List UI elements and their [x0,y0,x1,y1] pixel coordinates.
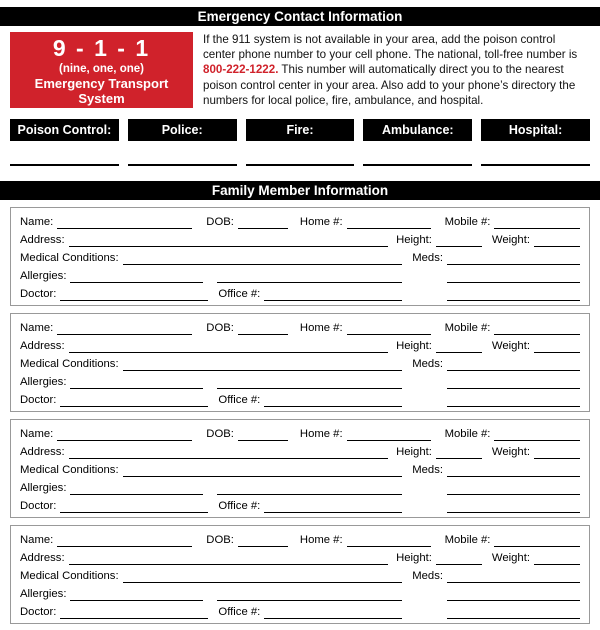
fill-line-dob[interactable] [238,228,288,229]
contact-label-hospital: Hospital: [481,119,590,141]
member-row-medical [20,459,580,477]
field-label-weight: Weight: [491,234,530,247]
family-section-title: Family Member Information [0,181,600,200]
fill-line-allergies-continued[interactable] [217,388,402,389]
fill-line-meds[interactable] [447,582,580,583]
fill-line-address[interactable] [69,246,389,247]
member-row-allergies [20,265,580,283]
fill-line-dob[interactable] [238,440,288,441]
field-label-office-phone: Office #: [218,394,261,407]
fill-line-hospital[interactable] [481,141,590,166]
field-label-mobile-phone: Mobile #: [444,534,491,547]
fill-line-mobile-phone[interactable] [494,546,580,547]
fill-line-medical-conditions[interactable] [123,370,403,371]
fill-line-height[interactable] [436,458,482,459]
field-label-weight: Weight: [491,552,530,565]
fill-line-weight[interactable] [534,458,580,459]
field-label-home-phone: Home #: [299,216,343,229]
fill-line-address[interactable] [69,458,389,459]
field-label-mobile-phone: Mobile #: [444,428,491,441]
fill-line-meds-continued[interactable] [447,494,580,495]
member-row-medical [20,247,580,265]
field-label-mobile-phone: Mobile #: [444,216,491,229]
fill-line-office-phone[interactable] [264,406,402,407]
fill-line-home-phone[interactable] [347,334,431,335]
fill-line-meds-continued-2[interactable] [447,512,580,513]
fill-line-poison-control[interactable] [10,141,119,166]
field-label-office-phone: Office #: [218,606,261,619]
fill-line-meds-continued[interactable] [447,600,580,601]
field-label-medical-conditions: Medical Conditions: [20,252,119,265]
field-label-dob: DOB: [206,534,234,547]
field-label-medical-conditions: Medical Conditions: [20,570,119,583]
field-label-address: Address: [20,234,65,247]
fill-line-meds-continued-2[interactable] [447,406,580,407]
field-label-office-phone: Office #: [218,500,261,513]
fill-line-doctor[interactable] [60,406,208,407]
field-label-name: Name: [20,216,54,229]
field-label-home-phone: Home #: [299,428,343,441]
fill-line-meds-continued-2[interactable] [447,618,580,619]
fill-line-medical-conditions[interactable] [123,476,403,477]
member-row-address [20,335,580,353]
field-label-allergies: Allergies: [20,270,67,283]
fill-line-allergies-continued[interactable] [217,494,402,495]
member-row-name [20,317,580,335]
field-label-doctor: Doctor: [20,500,57,513]
field-label-dob: DOB: [206,216,234,229]
instructions-text-after: This number will automatically direct you to the nearest poison control center in your area. Also add to your phone’s directory the numbers for local police, fire, ambulance, and hospital. [203,63,576,107]
fill-line-ambulance[interactable] [363,141,472,166]
field-label-doctor: Doctor: [20,288,57,301]
poison-control-instructions [203,32,590,108]
member-row-address [20,441,580,459]
contact-labels-row [10,119,590,141]
fill-line-police[interactable] [128,141,237,166]
field-label-height: Height: [396,552,432,565]
emergency-number-words: (nine, one, one) [59,62,144,75]
fill-line-office-phone[interactable] [264,512,402,513]
fill-line-medical-conditions[interactable] [123,264,403,265]
emergency-number-caption: Emergency Transport System [34,75,169,106]
fill-line-name[interactable] [57,334,192,335]
fill-line-weight[interactable] [534,246,580,247]
fill-line-home-phone[interactable] [347,440,431,441]
family-members [0,207,600,624]
member-row-name [20,211,580,229]
member-row-name [20,423,580,441]
field-label-allergies: Allergies: [20,482,67,495]
fill-line-name[interactable] [57,440,192,441]
instructions-text-before: If the 911 system is not available in your area, add the poison control center phone number to your cell phone. The national, toll-free number is [203,33,578,62]
fill-line-allergies[interactable] [70,600,203,601]
field-label-name: Name: [20,428,54,441]
member-row-doctor [20,389,580,407]
field-label-height: Height: [396,234,432,247]
member-row-address [20,229,580,247]
fill-line-height[interactable] [436,564,482,565]
fill-line-height[interactable] [436,246,482,247]
fill-line-office-phone[interactable] [264,618,402,619]
fill-line-mobile-phone[interactable] [494,228,580,229]
contact-label-fire: Fire: [246,119,355,141]
field-label-weight: Weight: [491,340,530,353]
family-member-card [10,525,590,624]
fill-line-meds-continued[interactable] [447,282,580,283]
field-label-home-phone: Home #: [299,534,343,547]
emergency-number: 9 - 1 - 1 [52,34,151,61]
field-label-height: Height: [396,340,432,353]
emergency-911-box [10,32,193,108]
field-label-height: Height: [396,446,432,459]
fill-line-doctor[interactable] [60,512,208,513]
fill-line-address[interactable] [69,564,389,565]
field-label-name: Name: [20,534,54,547]
contact-label-ambulance: Ambulance: [363,119,472,141]
contact-label-police: Police: [128,119,237,141]
fill-line-meds[interactable] [447,264,580,265]
member-row-allergies [20,583,580,601]
field-label-medical-conditions: Medical Conditions: [20,464,119,477]
fill-line-meds[interactable] [447,370,580,371]
field-label-meds: Meds: [412,570,443,583]
fill-line-meds-continued-2[interactable] [447,300,580,301]
fill-line-dob[interactable] [238,546,288,547]
field-label-address: Address: [20,340,65,353]
fill-line-mobile-phone[interactable] [494,334,580,335]
fill-line-name[interactable] [57,546,192,547]
field-label-allergies: Allergies: [20,588,67,601]
fill-line-allergies-continued[interactable] [217,600,402,601]
contact-label-poison-control: Poison Control: [10,119,119,141]
member-row-medical [20,565,580,583]
fill-line-weight[interactable] [534,352,580,353]
field-label-doctor: Doctor: [20,606,57,619]
fill-line-doctor[interactable] [60,618,208,619]
fill-line-allergies[interactable] [70,494,203,495]
field-label-home-phone: Home #: [299,322,343,335]
fill-line-doctor[interactable] [60,300,208,301]
member-row-doctor [20,601,580,619]
member-row-name [20,529,580,547]
field-label-address: Address: [20,552,65,565]
field-label-office-phone: Office #: [218,288,261,301]
field-label-name: Name: [20,322,54,335]
fill-line-weight[interactable] [534,564,580,565]
fill-line-home-phone[interactable] [347,228,431,229]
field-label-meds: Meds: [412,464,443,477]
field-label-dob: DOB: [206,322,234,335]
fill-line-address[interactable] [69,352,389,353]
fill-line-meds-continued[interactable] [447,388,580,389]
field-label-allergies: Allergies: [20,376,67,389]
field-label-mobile-phone: Mobile #: [444,322,491,335]
field-label-meds: Meds: [412,252,443,265]
fill-line-meds[interactable] [447,476,580,477]
fill-line-name[interactable] [57,228,192,229]
fill-line-allergies[interactable] [70,388,203,389]
field-label-address: Address: [20,446,65,459]
family-member-card [10,207,590,306]
member-row-allergies [20,477,580,495]
member-row-medical [20,353,580,371]
field-label-meds: Meds: [412,358,443,371]
fill-line-allergies-continued[interactable] [217,282,402,283]
field-label-dob: DOB: [206,428,234,441]
member-row-address [20,547,580,565]
emergency-number-row [10,32,590,108]
fill-line-height[interactable] [436,352,482,353]
field-label-doctor: Doctor: [20,394,57,407]
member-row-doctor [20,283,580,301]
fill-line-allergies[interactable] [70,282,203,283]
field-label-weight: Weight: [491,446,530,459]
fill-line-fire[interactable] [246,141,355,166]
poison-control-phone-number: 800-222-1222. [203,63,279,77]
fill-line-office-phone[interactable] [264,300,402,301]
page-title: Emergency Contact Information [0,7,600,26]
fill-line-medical-conditions[interactable] [123,582,403,583]
family-member-card [10,313,590,412]
contact-blanks-row [10,141,590,166]
family-member-card [10,419,590,518]
fill-line-home-phone[interactable] [347,546,431,547]
member-row-doctor [20,495,580,513]
field-label-medical-conditions: Medical Conditions: [20,358,119,371]
member-row-allergies [20,371,580,389]
fill-line-mobile-phone[interactable] [494,440,580,441]
fill-line-dob[interactable] [238,334,288,335]
